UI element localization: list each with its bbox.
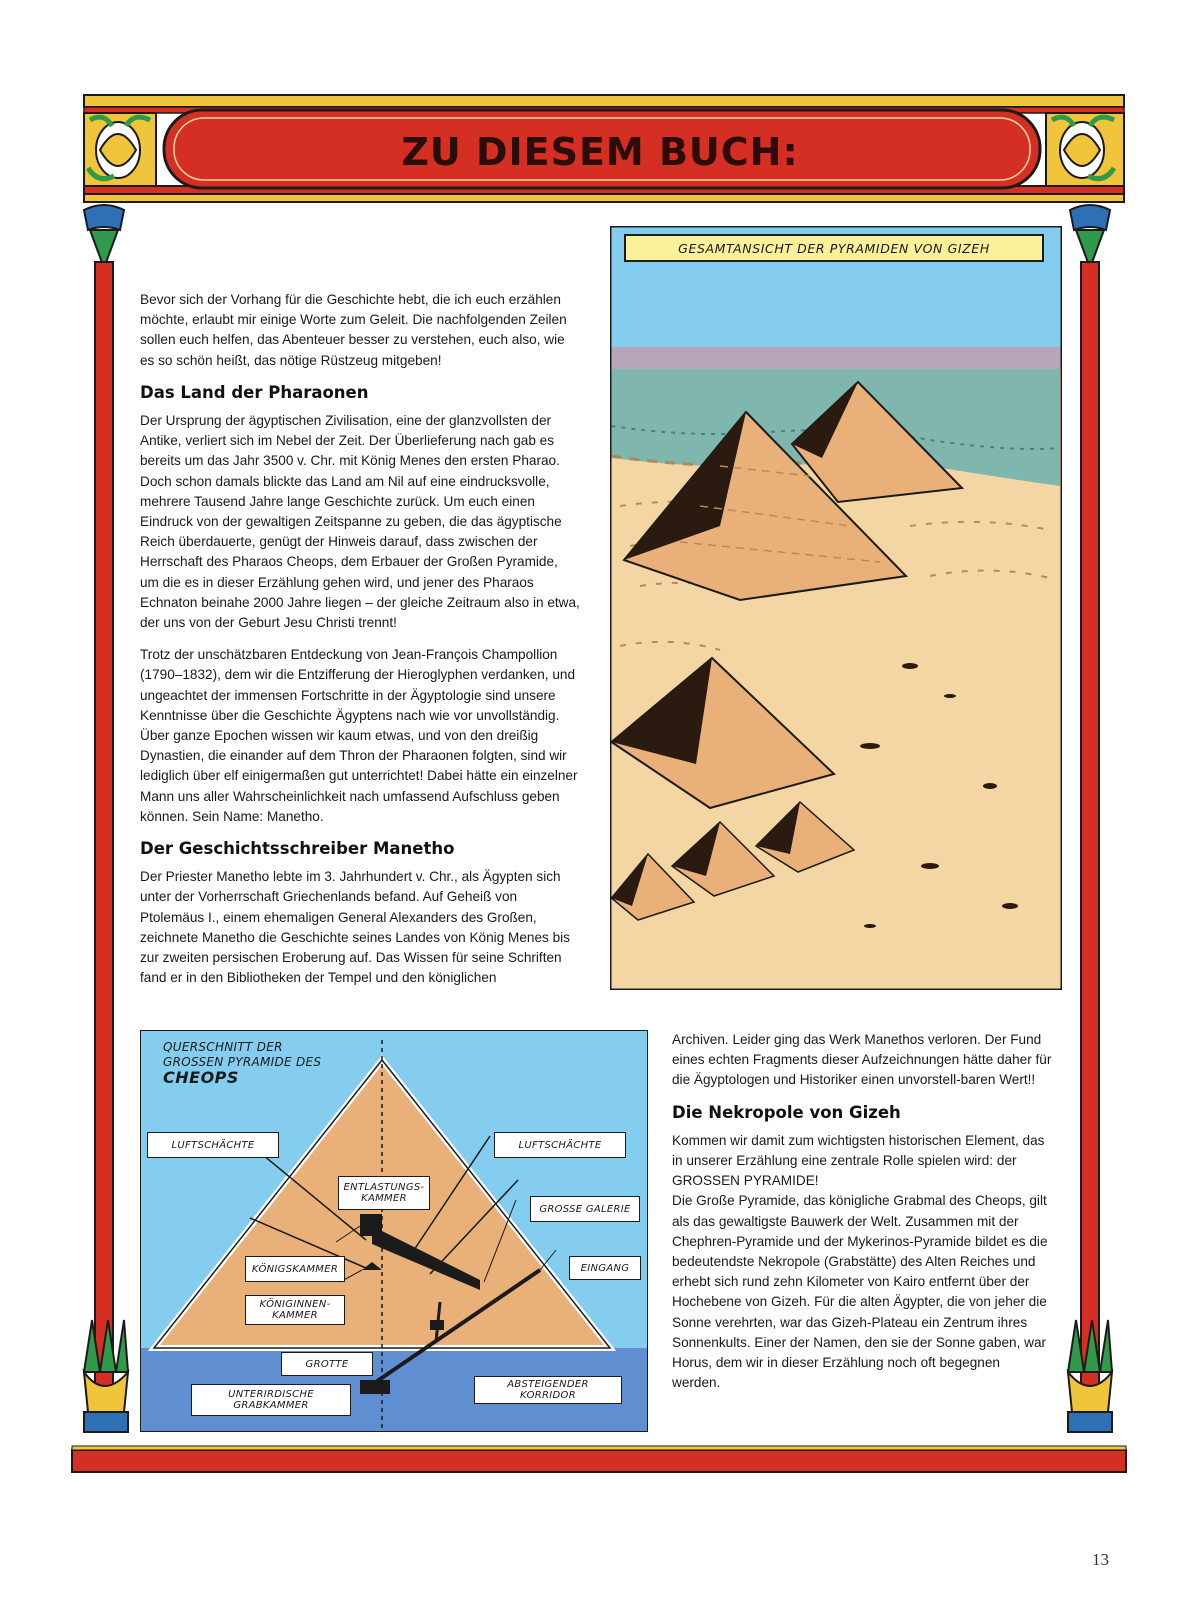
heading-gizeh: Die Nekropole von Gizeh (672, 1102, 901, 1122)
manetho-paragraph: Der Priester Manetho lebte im 3. Jahrhundert v. Chr., als Ägypten sich unter der Vorherrschaft Griechenlands befand. Auf Geheiß von Ptolemäus I., einem ehemaligen General Alexanders des Großen, zeichnete Manetho die Geschichte seines Landes von König Menes bis zur zweiten persischen Eroberung auf. Das Wissen für seine Schriften fand er in den Bibliotheken der Tempel und den königlichen (140, 869, 570, 986)
pyramid-cross-section-diagram (140, 1030, 648, 1432)
gizeh-paragraph-2: Die Große Pyramide, das königliche Grabmal des Cheops, gilt als das gewaltigste Bauwerk der Welt. Zusammen mit der Chephren-Pyramide und der Mykerinos-Pyramide bildet es die bedeutendste Nekropole (Grabstätte) des Alten Reiches und erhebt sich rund zehn Kilometer von Kairo entfernt über der Hochebene von Gizeh. Für die alten Ägypter, die von jeher die Sonne verehrten, war das Gizeh-Plateau ein Zentrum ihres Sonnenkults. Einer der Namen, den sie der Sonne gaben, war Horus, dem wir in dieser Erzählung noch oft begegnen werden. (672, 1193, 1048, 1391)
label-eingang: EINGANG (569, 1256, 641, 1280)
intro-paragraph: Bevor sich der Vorhang für die Geschichte hebt, die ich euch erzählen möchte, erlaubt mir einige Worte zum Geleit. Die nachfolgenden Zeilen sollen euch helfen, das Abenteuer besser zu verstehen, euch also, wie es so schön heißt, das nötige Rüstzeug mitgeben! (140, 292, 567, 368)
label-koenigskammer: KÖNIGSKAMMER (245, 1256, 345, 1282)
left-text-column (140, 290, 580, 1001)
gizeh-paragraph-1: Kommen wir damit zum wichtigsten historischen Element, das in unserer Erzählung eine zentrale Rolle spielen wird: der GROSSEN PYRAMIDE! (672, 1132, 1045, 1189)
label-grosse-galerie: GROSSE GALERIE (530, 1196, 640, 1222)
diagram-title-line-3: CHEOPS (163, 1068, 239, 1087)
horizon-haze (612, 347, 1061, 369)
manetho-paragraph-continued: Archiven. Leider ging das Werk Manethos verloren. Der Fund eines echten Fragments dieser Aufzeichnungen hätte daher für die Ägyptologen und Historiker einen unvorstell-baren Wert!! (672, 1032, 1052, 1088)
left-ornament-icon (84, 113, 156, 186)
right-column (1068, 205, 1112, 1432)
label-koeniginnenkammer: KÖNIGINNEN-KAMMER (245, 1295, 345, 1325)
label-luftschaechte-right: LUFTSCHÄCHTE (494, 1132, 626, 1158)
right-ornament-icon (1046, 113, 1124, 186)
heading-manetho: Der Geschichtsschreiber Manetho (140, 839, 455, 859)
illustration-caption: GESAMTANSICHT DER PYRAMIDEN VON GIZEH (624, 234, 1044, 262)
diagram-title-line-2: GROSSEN PYRAMIDE DES (163, 1055, 322, 1069)
page-title: ZU DIESEM BUCH: (401, 130, 799, 174)
heading-land: Das Land der Pharaonen (140, 382, 369, 402)
label-unterirdische-grabkammer: UNTERIRDISCHE GRABKAMMER (191, 1384, 351, 1416)
label-absteigender-korridor: ABSTEIGENDER KORRIDOR (474, 1376, 622, 1404)
diagram-title (163, 1040, 363, 1085)
diagram-title-line-1: QUERSCHNITT DER (163, 1040, 283, 1054)
land-paragraph-1: Der Ursprung der ägyptischen Zivilisation, eine der glanzvollsten der Antike, verliert sich im Nebel der Zeit. Der Überlieferung nach gab es bereits um das Jahr 3500 v. Chr. mit König Menes den ersten Pharao. Doch schon damals blickte das Land am Nil auf eine eindrucksvolle, mehrere Tausend Jahre lange Geschichte zurück. Um euch einen Eindruck von der gewaltigen Zeitspanne zu geben, die das ägyptische Reich überdauerte, genügt der Hinweis darauf, dass zwischen der Herrschaft des Pharaos Cheops, dem Erbauer der Großen Pyramide, um die es in dieser Erzählung gehen wird, und jener des Pharaos Echnaton beinahe 2000 Jahre liegen – der gleiche Zeitraum also in etwa, der uns von der Geburt Jesu Christi trennt! (140, 413, 580, 631)
label-grotte: GROTTE (281, 1352, 373, 1376)
giza-pyramids-illustration (610, 226, 1062, 990)
page-number: 13 (1092, 1550, 1109, 1569)
right-text-column (672, 1030, 1052, 1405)
land-paragraph-2: Trotz der unschätzbaren Entdeckung von Jean-François Champollion (1790–1832), dem wir die Entzifferung der Hieroglyphen verdanken, und ungeachtet der immensen Fortschritte in der Ägyptologie sind unsere Kenntnisse über die Geschichte Ägyptens nach wie vor unvollständig. Über ganze Epochen wissen wir kaum etwas, und von den dreißig Dynastien, die einander auf dem Thron der Pharaonen folgten, sind wir lediglich über elf einigermaßen gut unterrichtet! Dabei hätte ein einzelner Mann uns aller Wahrscheinlichkeit nach umfassend Aufschluss geben können. Sein Name: Manetho. (140, 647, 578, 824)
left-column (84, 205, 128, 1432)
label-entlastungskammer: ENTLASTUNGS-KAMMER (338, 1176, 430, 1210)
label-luftschaechte-left: LUFTSCHÄCHTE (147, 1132, 279, 1158)
